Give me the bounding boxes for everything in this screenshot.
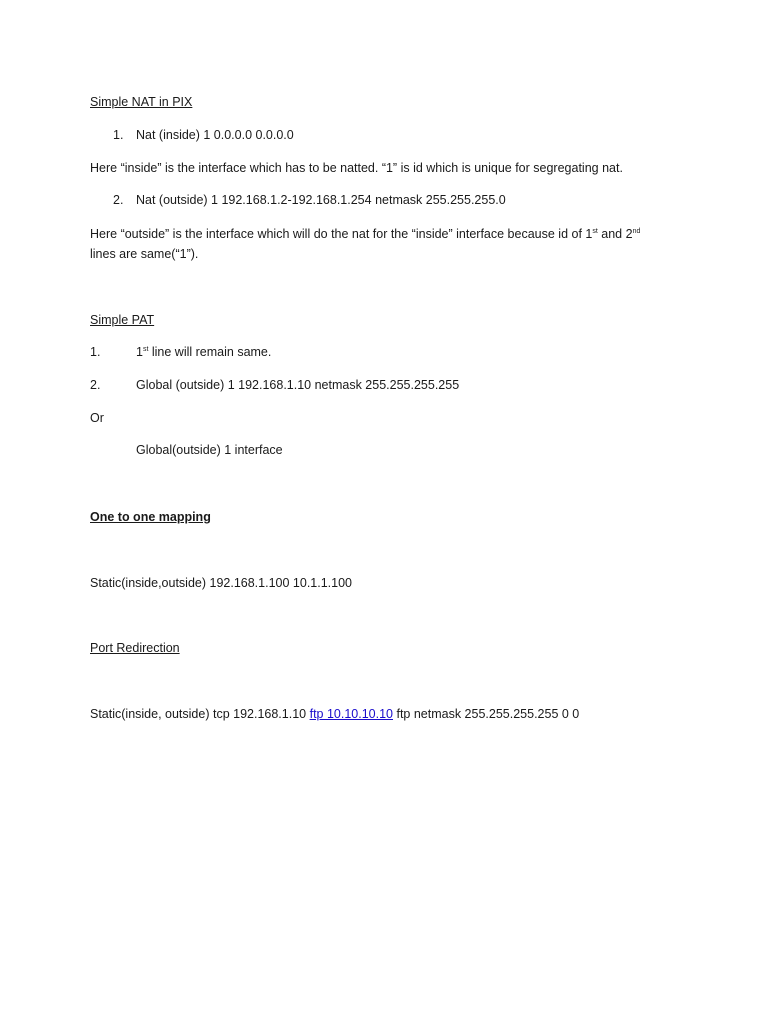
list-item — [90, 377, 459, 393]
list-item — [90, 344, 271, 360]
paragraph-text: and 2 — [597, 227, 633, 241]
section-heading-one-to-one-mapping: One to one mapping — [90, 510, 211, 524]
section-heading-simple-pat: Simple PAT — [90, 313, 155, 327]
ftp-link[interactable]: ftp 10.10.10.10 — [309, 707, 393, 721]
superscript: nd — [632, 228, 641, 235]
list-item-text: Nat (inside) 1 0.0.0.0 0.0.0.0 — [136, 128, 294, 142]
paragraph: Here “inside” is the interface which has to be natted. “1” is id which is unique for segregating nat. — [90, 161, 623, 175]
paragraph-text: Static(inside, outside) tcp 192.168.1.10 — [90, 707, 310, 721]
superscript: st — [142, 346, 149, 353]
paragraph-text: Here “outside” is the interface which will do the nat for the “inside” interface because id of 1 — [90, 227, 593, 241]
list-item-text: 1 — [136, 345, 143, 359]
paragraph: Global(outside) 1 interface — [136, 443, 283, 457]
list-item — [113, 127, 294, 143]
paragraph: lines are same(“1”). — [90, 247, 199, 261]
paragraph: Or — [90, 411, 104, 425]
paragraph-text: ftp netmask 255.255.255.255 0 0 — [393, 707, 580, 721]
paragraph — [90, 706, 579, 722]
list-number: 1. — [90, 345, 101, 359]
paragraph: Static(inside,outside) 192.168.1.100 10.1.1.100 — [90, 576, 352, 590]
section-heading-port-redirection: Port Redirection — [90, 641, 180, 655]
list-number: 2. — [90, 378, 101, 392]
list-item-text: Nat (outside) 1 192.168.1.2-192.168.1.254 netmask 255.255.255.0 — [136, 193, 506, 207]
superscript: st — [592, 228, 598, 235]
section-heading-simple-nat: Simple NAT in PIX — [90, 95, 193, 109]
list-item — [113, 192, 506, 208]
list-item-text: Global (outside) 1 192.168.1.10 netmask 255.255.255.255 — [136, 378, 460, 392]
list-number: 1. — [113, 128, 124, 142]
list-item-text: line will remain same. — [148, 345, 272, 359]
paragraph — [90, 226, 640, 242]
list-number: 2. — [113, 193, 124, 207]
